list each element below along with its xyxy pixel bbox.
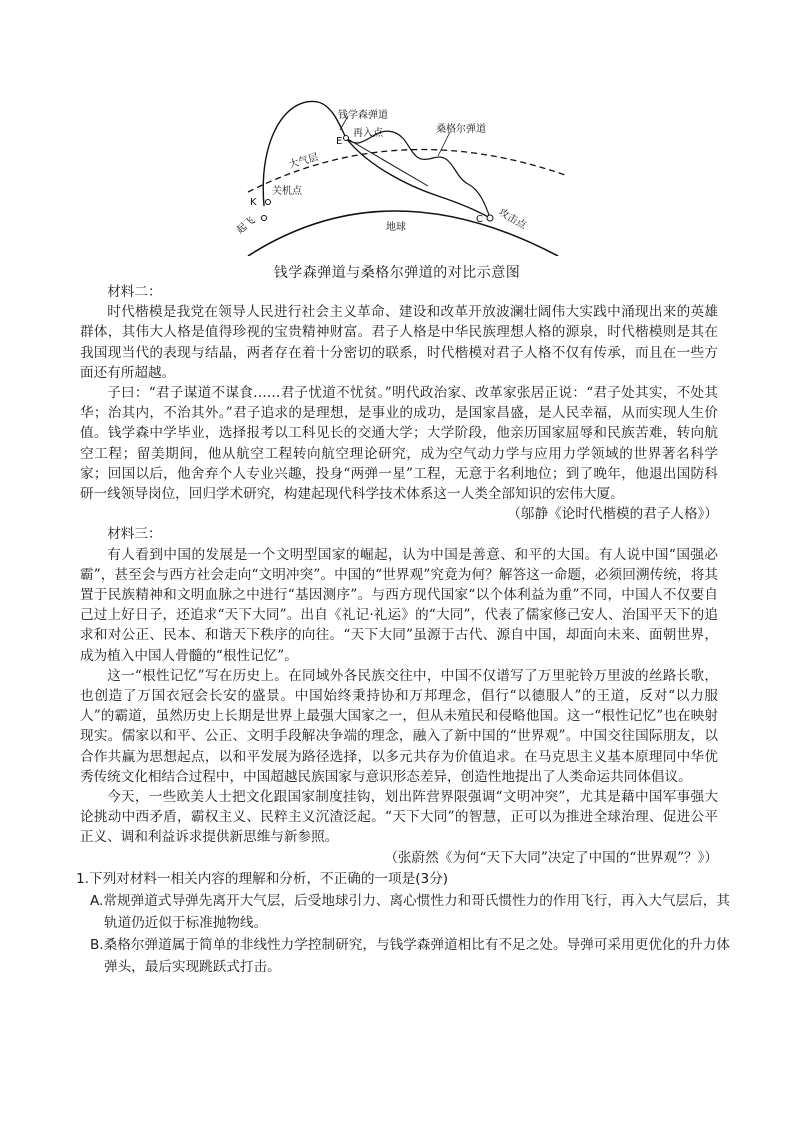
material3-heading: 材料三： <box>107 526 162 543</box>
launch-label: 起飞 <box>234 215 258 237</box>
descent-line <box>346 138 428 186</box>
shutdown-label: 关机点 <box>272 186 302 197</box>
material3-source: （张蔚然《为何“天下大同”决定了中国的“世界观”？》） <box>384 849 718 866</box>
material3-paragraph-3: 今天，一些欧美人士把文化跟国家制度挂钩，划出阵营界限强调“文明冲突”，尤其是藉中国军事强大论挑动中西矛盾，霸权主义、民粹主义沉渣泛起。“天下大同”的智慧，正可以为推进全球治理、促进公平正义、调和利益诉求提供新思维与新参照。 <box>80 789 718 846</box>
material3-paragraph-1: 有人看到中国的发展是一个文明型国家的崛起，认为中国是善意、和平的大国。有人说中国“国强必霸”，甚至会与西方社会走向“文明冲突”。中国的“世界观”究竟为何？解答这一命题，必须回溯传统，将其置于民族精神和文明血脉之中进行“基因测序”。与西方现代国家“以个体利益为重”不同，中国人不仅要自己过上好日子，还追求“天下大同”。出自《礼记·礼运》的“大同”，代表了儒家修己安人、治国平天下的追求和对公正、民本、和谐天下秩序的向往。“天下大同”虽源于古代、源自中国，却面向未来、面朝世界，成为植入中国人骨髓的“根性记忆”。 <box>80 546 718 664</box>
option-a[interactable]: A.常规弹道式导弹先离开大气层，后受地球引力、离心惯性力和哥氏惯性力的作用飞行，再入大气层后，其轨道仍近似于标准抛物线。 <box>90 893 730 931</box>
material3-paragraph-2: 这一“根性记忆”写在历史上。在同域外各民族交往中，中国不仅谱写了万里驼铃万里波的丝路长歌，也创造了万国衣冠会长安的盛景。中国始终秉持协和万邦理念，倡行“以德服人”的王道，反对“以力服人”的霸道，虽然历史上长期是世界上最强大国家之一，但从未殖民和侵略他国。这一“根性记忆”也在映射现实。儒家以和平、公正、文明手段解决争端的理念，融入了新中国的“世界观”。中国交往国际朋友，以合作共赢为思想起点，以和平发展为路径选择，以多元共存为价值追求。在马克思主义基本原理同中华优秀传统文化相结合过程中，中国超越民族国家与意识形态差异，创造性地提出了人类命运共同体倡议。 <box>80 667 718 785</box>
atmosphere-label: 大气层 <box>287 152 320 171</box>
earth-label: 地球 <box>386 222 406 233</box>
material2-heading: 材料二： <box>107 284 162 300</box>
attack-label: 攻击点 <box>496 207 528 232</box>
attack-point <box>487 215 493 221</box>
material2-paragraph-1: 时代楷模是我党在领导人民进行社会主义革命、建设和改革开放波澜壮阔伟大实践中涌现出来的英雄群体，其伟大人格是值得珍视的宝贵精神财富。君子人格是中华民族理想人格的源泉，时代楷模则是其在我国现当代的表现与结晶，两者存在着十分密切的联系，时代楷模对君子人格不仅有传承，而且在一些方面还有所超越。 <box>80 304 718 381</box>
launch-point <box>262 216 267 221</box>
reentry-label: 再入点 <box>353 128 383 139</box>
sanger-trajectory <box>346 131 490 218</box>
option-b[interactable]: B.桑格尔弹道属于简单的非线性力学控制研究，与钱学森弹道相比有不足之处。导弹可采用更优化的升力体弹头，最后实现跳跃式打击。 <box>90 937 730 975</box>
qian-label: 钱学森弹道 <box>338 110 388 121</box>
shutdown-point <box>266 200 271 205</box>
point-k-label: K <box>250 197 257 208</box>
reentry-point <box>344 136 349 141</box>
diagram-caption: 钱学森弹道与桑格尔弹道的对比示意图 <box>273 265 521 281</box>
trajectory-diagram <box>228 96 572 256</box>
point-c-label: C <box>476 214 483 225</box>
question-stem: 1.下列对材料一相关内容的理解和分析，不正确的一项是(3分) <box>76 871 449 887</box>
point-e-label: E <box>336 136 343 147</box>
sanger-label: 桑格尔弹道 <box>436 124 486 135</box>
material2-paragraph-2: 子曰：“君子谋道不谋食……君子忧道不忧贫。”明代政治家、改革家张居正说：“君子处其实，不处其华；治其内，不治其外。”君子追求的是理想，是事业的成功，是国家昌盛，是人民幸福，从而实现人生价值。钱学森中学毕业，选择报考以工科见长的交通大学；大学阶段，他亲历国家屈辱和民族苦难，转向航空工程；留美期间，他从航空工程转向航空理论研究，成为空气动力学与应用力学领域的世界著名科学家；回国以后，他舍弃个人专业兴趣，投身“两弹一星”工程，无意于名利地位；到了晚年，他退出国防科研一线领导岗位，回归学术研究，构建起现代科学技术体系这一人类全部知识的宏伟大厦。 <box>80 385 718 503</box>
reading-materials <box>80 282 718 868</box>
question-1 <box>76 868 730 978</box>
material2-source: （邬静《论时代楷模的君子人格》） <box>507 506 718 523</box>
